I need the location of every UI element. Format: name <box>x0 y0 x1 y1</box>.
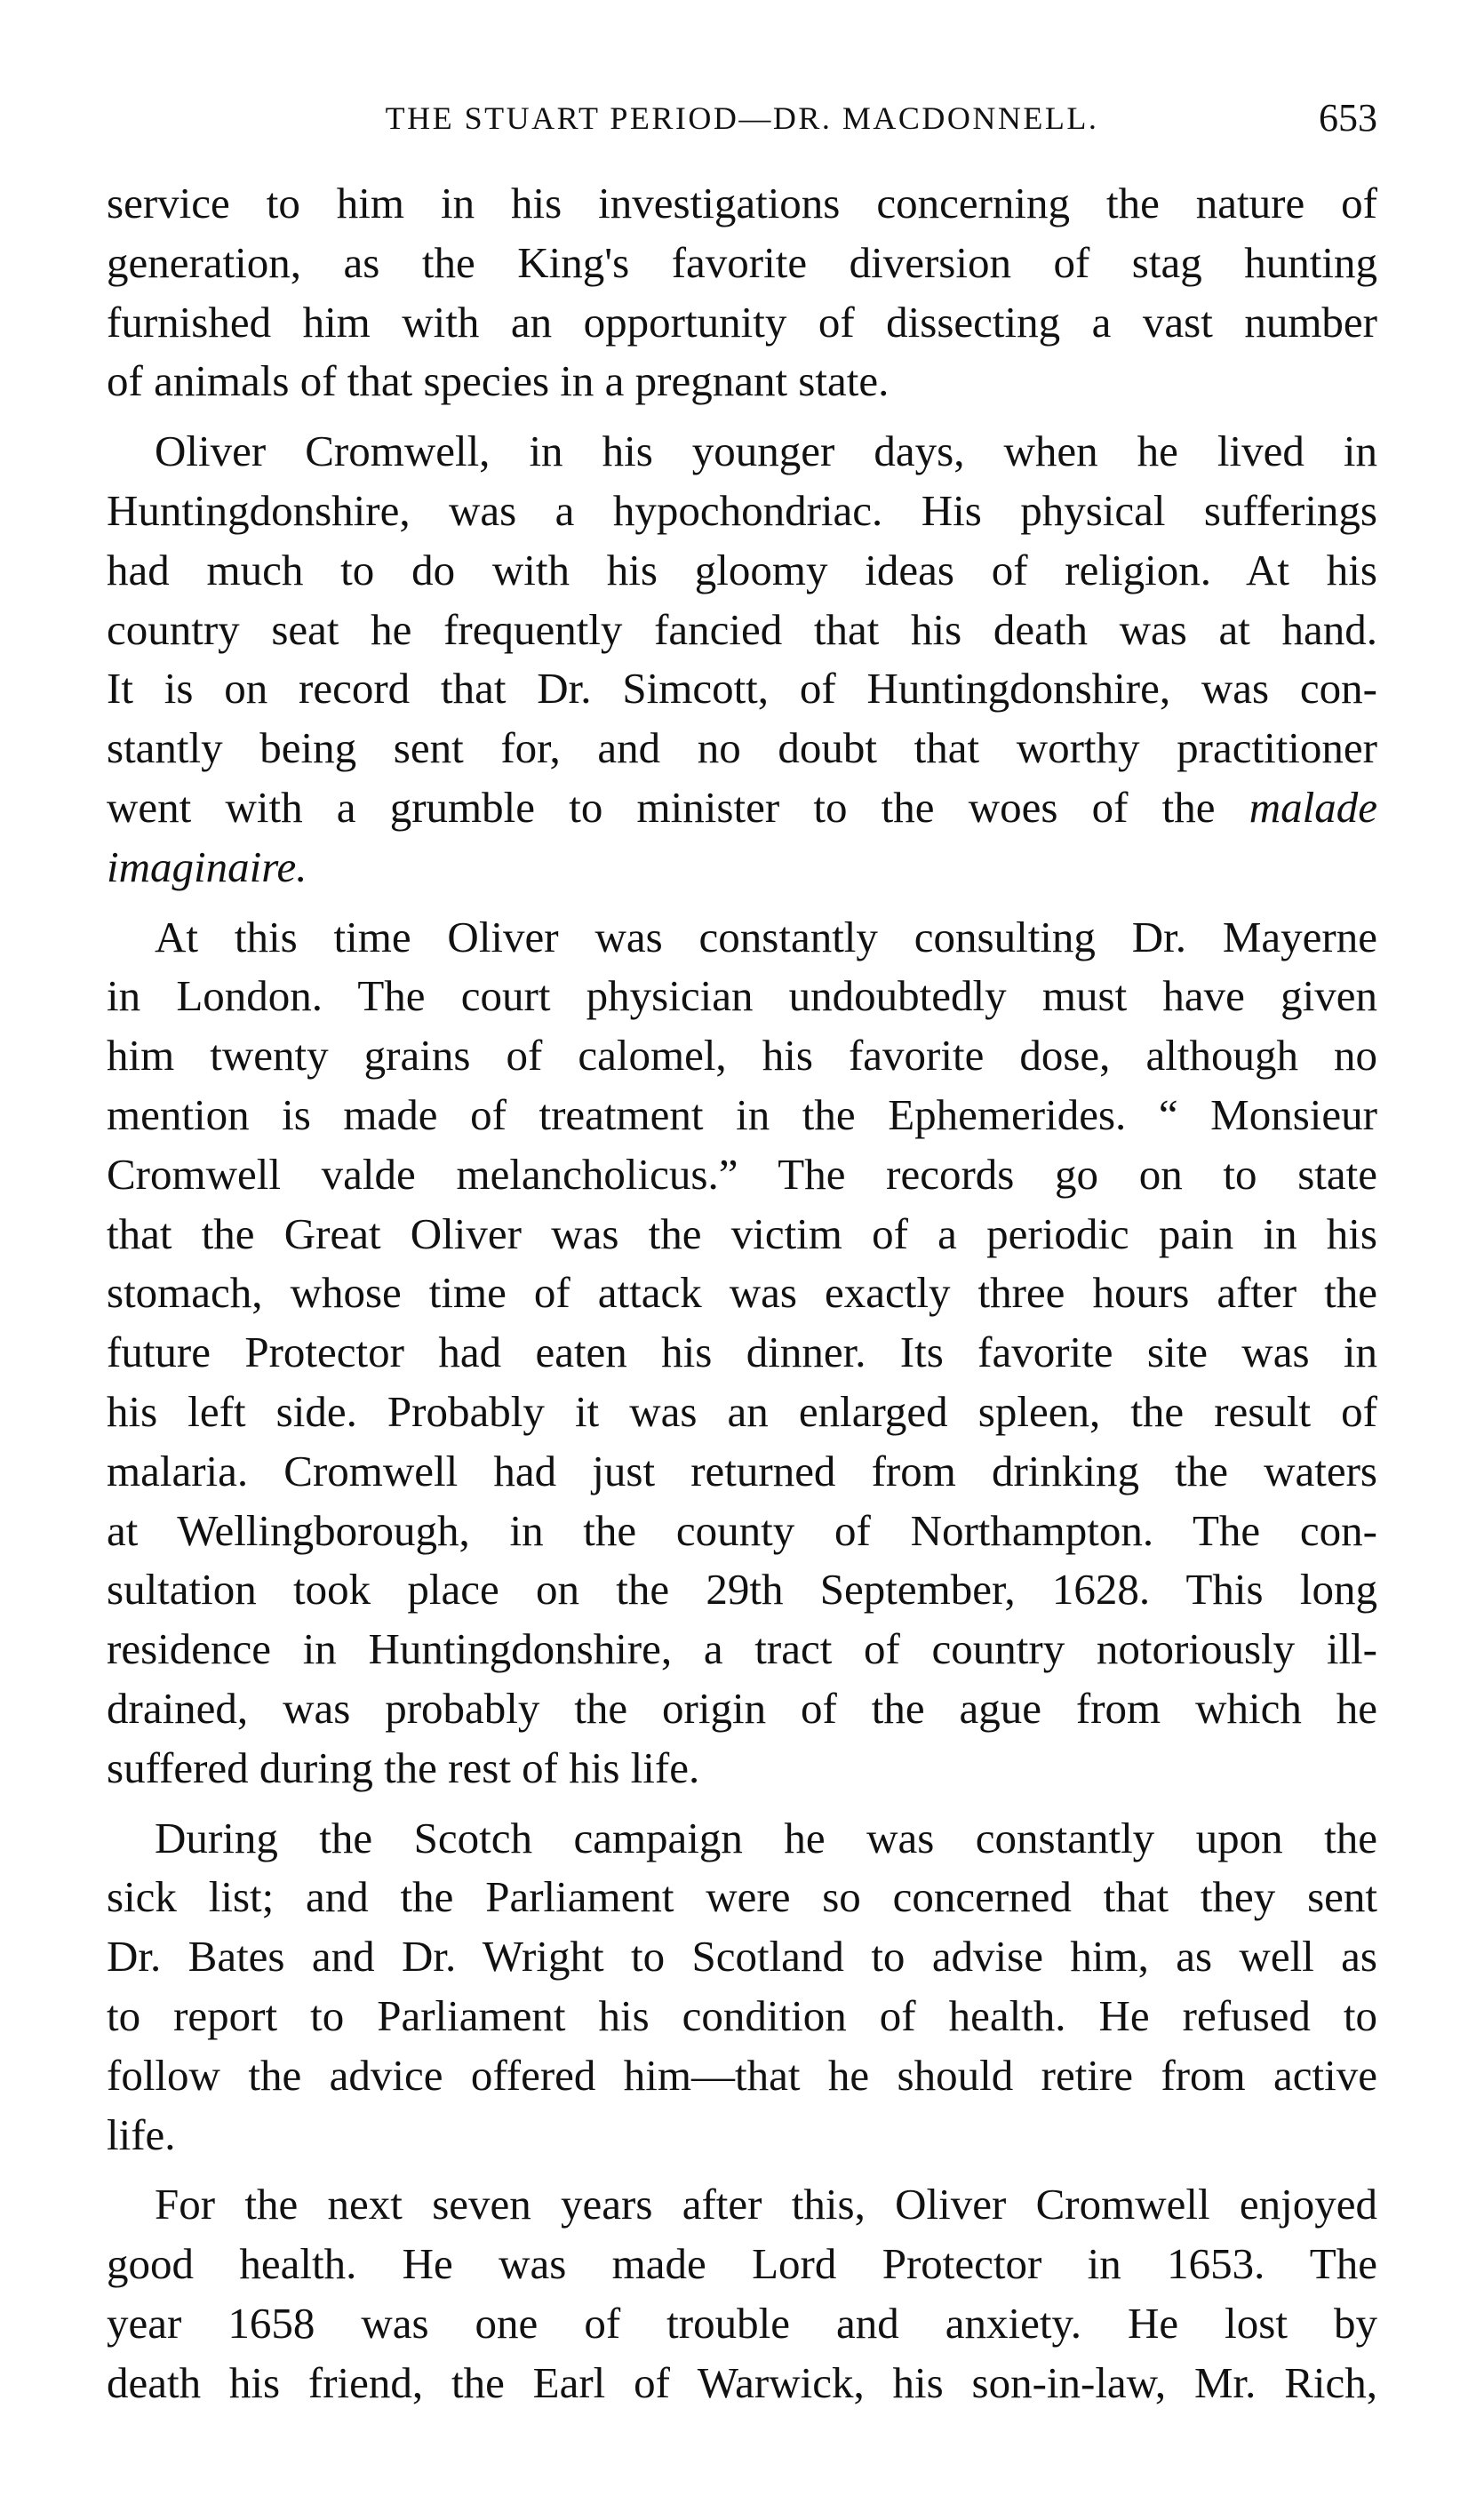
page-number: 653 <box>1319 96 1377 140</box>
text-line-with-italic <box>107 778 1377 838</box>
text-line: that the Great Oliver was the victim of a periodic pain in his <box>107 1208 1377 1258</box>
paragraph-2 <box>107 422 1377 897</box>
text-line: future Protector had eaten his dinner. Its favorite site was in <box>107 1328 1377 1377</box>
text-line: Oliver Cromwell, in his younger days, when he lived in <box>155 427 1377 476</box>
text-line: Dr. Bates and Dr. Wright to Scotland to advise him, as well as <box>107 1932 1377 1982</box>
text-line: had much to do with his gloomy ideas of religion. At his <box>107 545 1377 594</box>
text-line: sick list; and the Parliament were so concerned that they sent <box>107 1872 1377 1922</box>
text-line: malaria. Cromwell had just returned from drinking the waters <box>107 1446 1377 1495</box>
text-line: him twenty grains of calomel, his favorite dose, although no <box>107 1031 1377 1081</box>
text-line: stomach, whose time of attack was exactly three hours after the <box>107 1268 1377 1318</box>
text-line: mention is made of treatment in the Ephemerides. “ Monsieur <box>107 1089 1377 1139</box>
text-line: to report to Parliament his condition of health. He refused to <box>107 1990 1377 2040</box>
text-line <box>107 838 1377 897</box>
running-title: THE STUART PERIOD—DR. MACDONNELL. <box>385 100 1099 136</box>
text-line: furnished him with an opportunity of dissecting a vast number <box>107 297 1377 347</box>
text-line: in London. The court physician undoubtedly must have given <box>107 971 1377 1021</box>
text-line: year 1658 was one of trouble and anxiety. He lost by <box>107 2298 1377 2348</box>
text-line: death his friend, the Earl of Warwick, his son-in-law, Mr. Rich, <box>107 2357 1377 2407</box>
text-line: For the next seven years after this, Oliver Cromwell enjoyed <box>155 2180 1377 2229</box>
text-line: of animals of that species in a pregnant state. <box>107 356 890 406</box>
text-line: Cromwell valde melancholicus.” The records go on to state <box>107 1149 1377 1199</box>
text-line: During the Scotch campaign he was constantly upon the <box>155 1813 1377 1862</box>
text-line: life. <box>107 2109 176 2159</box>
text-line: follow the advice offered him—that he should retire from active <box>107 2050 1377 2100</box>
text-line: At this time Oliver was constantly consulting Dr. Mayerne <box>155 912 1377 961</box>
text-line: drained, was probably the origin of the ague from which he <box>107 1683 1377 1733</box>
text-line: service to him in his investigations concerning the nature of <box>107 179 1377 227</box>
running-head <box>107 87 1377 149</box>
body-text <box>107 174 1377 2412</box>
text-segment: went with a grumble to minister to the woes of the <box>107 782 1216 832</box>
text-line: country seat he frequently fancied that his death was at hand. <box>107 604 1377 654</box>
paragraph-3 <box>107 908 1377 1798</box>
text-line: good health. He was made Lord Protector in 1653. The <box>107 2239 1377 2289</box>
paragraph-4 <box>107 1809 1377 2165</box>
paragraph-5 <box>107 2175 1377 2412</box>
text-line: his left side. Probably it was an enlarged spleen, the result of <box>107 1386 1377 1436</box>
text-line: stantly being sent for, and no doubt that worthy practitioner <box>107 723 1377 773</box>
text-line: residence in Huntingdonshire, a tract of country notoriously ill- <box>107 1624 1377 1674</box>
italic-term: imaginaire. <box>107 841 307 891</box>
text-line: suffered during the rest of his life. <box>107 1742 700 1792</box>
paragraph-1 <box>107 174 1377 411</box>
italic-term: malade <box>1249 782 1378 832</box>
text-line: generation, as the King's favorite diversion of stag hunting <box>107 237 1377 287</box>
text-line: Huntingdonshire, was a hypochondriac. His physical sufferings <box>107 485 1377 535</box>
text-line: It is on record that Dr. Simcott, of Huntingdonshire, was con- <box>107 664 1377 714</box>
text-line: sultation took place on the 29th September, 1628. This long <box>107 1565 1377 1615</box>
text-line: at Wellingborough, in the county of Northampton. The con- <box>107 1505 1377 1555</box>
